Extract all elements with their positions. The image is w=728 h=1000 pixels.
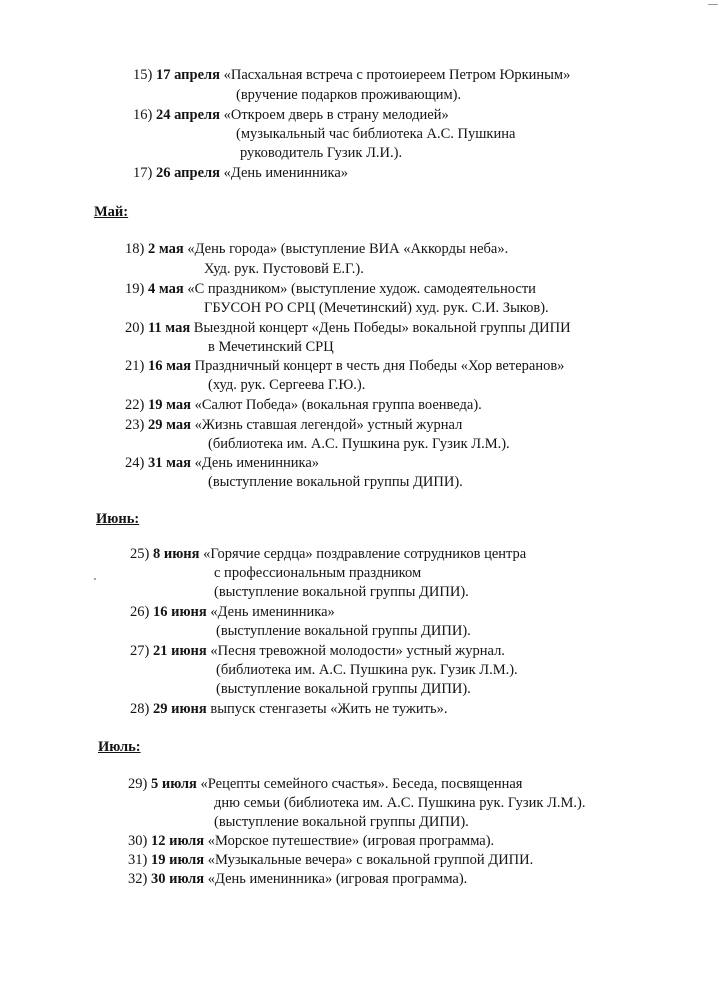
list-item	[133, 106, 449, 124]
item-date: 30 июля	[150, 871, 205, 887]
item-date: 2 мая	[147, 241, 184, 257]
list-item	[125, 319, 571, 337]
item-continuation: (библиотека им. А.С. Пушкина рук. Гузик Л.М.).	[208, 436, 510, 452]
item-text: «Рецепты семейного счастья». Беседа, посвященная	[200, 776, 523, 792]
item-number: 31)	[128, 852, 148, 868]
item-number: 16)	[133, 107, 153, 123]
item-number: 27)	[130, 643, 150, 659]
section-heading-june: Июнь:	[96, 511, 140, 527]
item-text: «День именинника» (игровая программа).	[207, 871, 468, 887]
item-date: 26 апреля	[155, 165, 220, 181]
item-date: 17 апреля	[155, 67, 220, 83]
list-item	[128, 870, 467, 888]
list-item	[130, 603, 335, 621]
item-text: «День города» (выступление ВИА «Аккорды неба».	[187, 241, 509, 257]
item-date: 19 июля	[150, 852, 205, 868]
item-date: 21 июня	[152, 643, 207, 659]
item-number: 21)	[125, 358, 145, 374]
item-date: 8 июня	[152, 546, 200, 562]
item-date: 12 июля	[150, 833, 205, 849]
item-continuation: (выступление вокальной группы ДИПИ).	[214, 584, 469, 600]
item-date: 5 июля	[150, 776, 197, 792]
item-number: 20)	[125, 320, 145, 336]
item-text: «День именинника»	[210, 604, 335, 620]
item-number: 30)	[128, 833, 148, 849]
item-date: 29 июня	[152, 701, 207, 717]
list-item	[125, 240, 508, 258]
item-continuation: в Мечетинский СРЦ	[208, 339, 334, 355]
list-item	[130, 545, 526, 563]
item-continuation: дню семьи (библиотека им. А.С. Пушкина рук. Гузик Л.М.).	[214, 795, 586, 811]
item-text: «Горячие сердца» поздравление сотрудников центра	[203, 546, 527, 562]
item-text: «Салют Победа» (вокальная группа военведа).	[194, 397, 482, 413]
list-item	[128, 832, 494, 850]
list-item	[125, 280, 536, 298]
list-item	[130, 700, 448, 718]
list-item	[125, 416, 462, 434]
item-number: 25)	[130, 546, 150, 562]
item-number: 26)	[130, 604, 150, 620]
item-continuation: (выступление вокальной группы ДИПИ).	[216, 623, 471, 639]
item-continuation: (выступление вокальной группы ДИПИ).	[214, 814, 469, 830]
item-number: 22)	[125, 397, 145, 413]
item-continuation: (выступление вокальной группы ДИПИ).	[216, 681, 471, 697]
item-continuation: (библиотека им. А.С. Пушкина рук. Гузик Л.М.).	[216, 662, 518, 678]
scan-speck	[708, 4, 718, 5]
list-item	[125, 357, 564, 375]
item-text: Выездной концерт «День Победы» вокальной группы ДИПИ	[193, 320, 571, 336]
item-continuation: (выступление вокальной группы ДИПИ).	[208, 474, 463, 490]
item-text: «Морское путешествие» (игровая программа).	[207, 833, 495, 849]
item-text: «Жизнь ставшая легендой» устный журнал	[194, 417, 463, 433]
item-continuation: с профессиональным праздником	[214, 565, 422, 581]
item-number: 28)	[130, 701, 150, 717]
list-item	[128, 851, 533, 869]
item-text: «Песня тревожной молодости» устный журнал.	[210, 643, 505, 659]
item-text: «День именинника»	[194, 455, 320, 471]
scan-speck	[94, 578, 96, 580]
item-number: 15)	[133, 67, 153, 83]
item-continuation: ГБУСОН РО СРЦ (Мечетинский) худ. рук. С.И. Зыков).	[204, 300, 549, 316]
item-date: 24 апреля	[155, 107, 220, 123]
item-text: «Музыкальные вечера» с вокальной группой ДИПИ.	[207, 852, 534, 868]
item-text: выпуск стенгазеты «Жить не тужить».	[210, 701, 448, 717]
item-date: 16 мая	[147, 358, 191, 374]
list-item	[125, 396, 482, 414]
item-continuation: Худ. рук. Пустововй Е.Г.).	[204, 261, 364, 277]
item-number: 17)	[133, 165, 153, 181]
item-number: 29)	[128, 776, 148, 792]
item-continuation: (вручение подарков проживающим).	[236, 87, 462, 103]
item-text: «Откроем дверь в страну мелодией»	[223, 107, 449, 123]
item-date: 4 мая	[147, 281, 184, 297]
item-text: «Пасхальная встреча с протоиереем Петром Юркиным»	[223, 67, 571, 83]
list-item	[125, 454, 319, 472]
section-heading-may: Май:	[94, 204, 129, 220]
item-continuation: руководитель Гузик Л.И.).	[240, 145, 403, 161]
item-text: Праздничный концерт в честь дня Победы «Хор ветеранов»	[194, 358, 565, 374]
item-number: 32)	[128, 871, 148, 887]
list-item	[128, 775, 522, 793]
item-continuation: (музыкальный час библиотека А.С. Пушкина	[236, 126, 516, 142]
item-date: 16 июня	[152, 604, 207, 620]
item-date: 29 мая	[147, 417, 191, 433]
item-number: 19)	[125, 281, 145, 297]
item-text: «День именинника»	[223, 165, 349, 181]
item-text: «С праздником» (выступление худож. самодеятельности	[187, 281, 536, 297]
item-continuation: (худ. рук. Сергеева Г.Ю.).	[208, 377, 366, 393]
item-date: 11 мая	[147, 320, 191, 336]
item-date: 19 мая	[147, 397, 191, 413]
item-number: 24)	[125, 455, 145, 471]
item-number: 18)	[125, 241, 145, 257]
item-date: 31 мая	[147, 455, 191, 471]
section-heading-july: Июль:	[98, 739, 141, 755]
item-number: 23)	[125, 417, 145, 433]
list-item	[133, 164, 348, 182]
list-item	[133, 66, 570, 84]
list-item	[130, 642, 505, 660]
